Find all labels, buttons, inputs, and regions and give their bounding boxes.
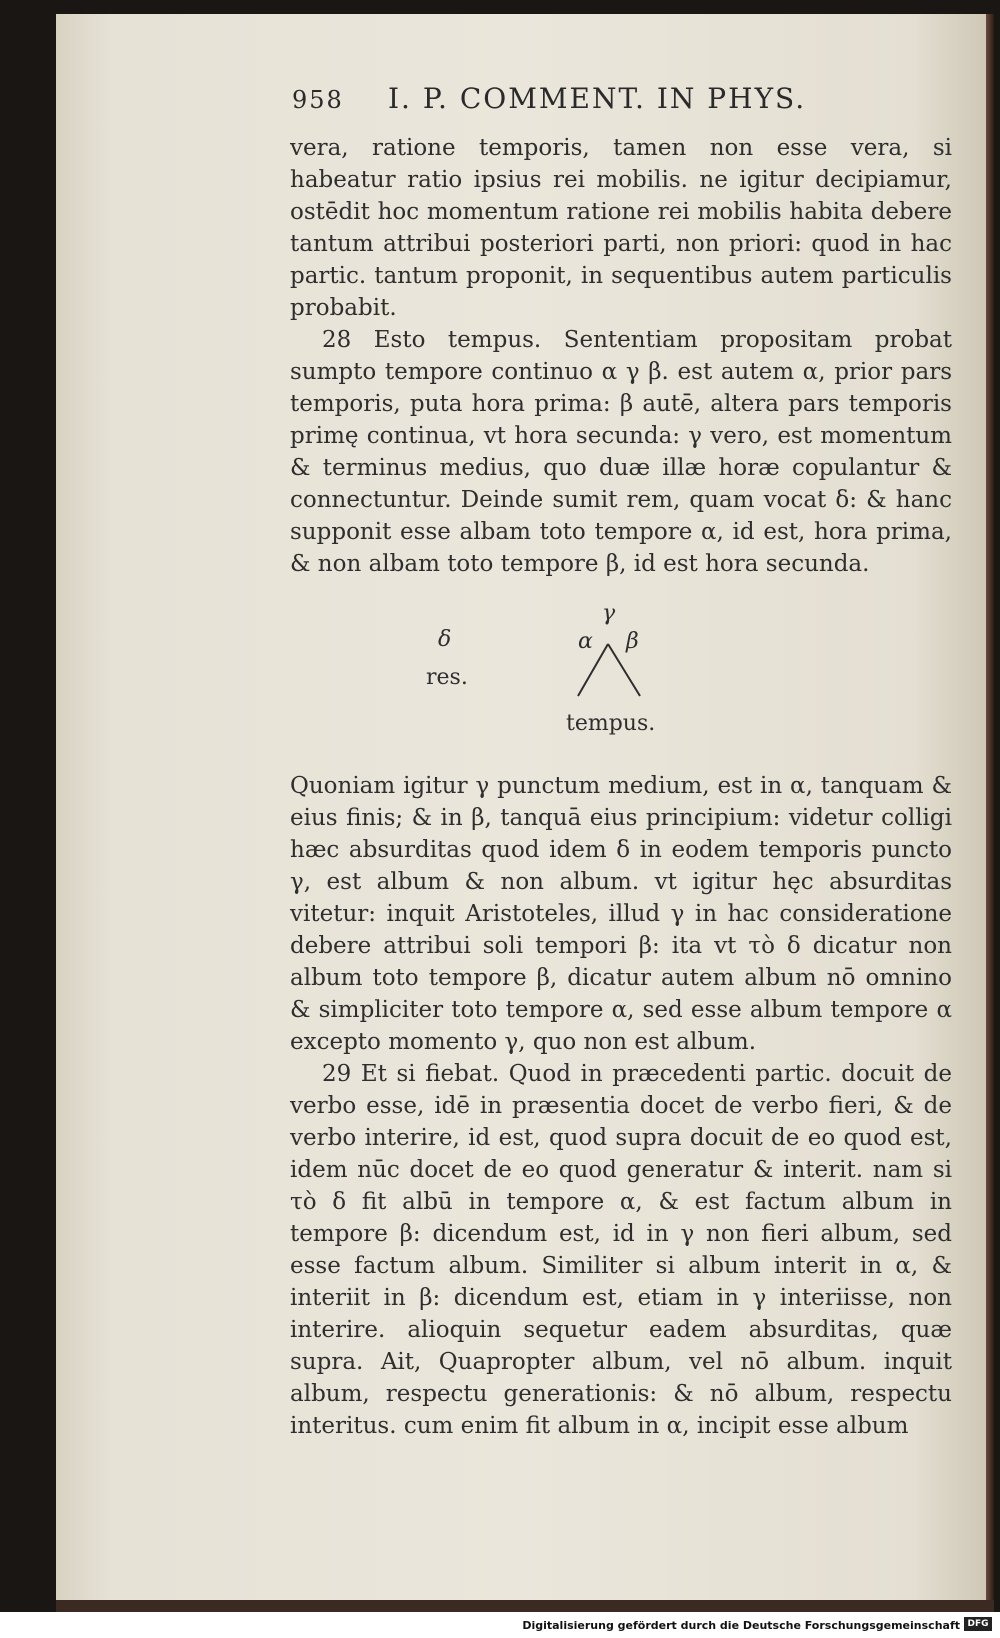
- footer-bar: [0, 1612, 1000, 1638]
- label-delta: δ: [438, 627, 452, 652]
- label-alpha: α: [578, 629, 593, 654]
- paragraph-quoniam: Quoniam igitur γ punctum medium, est in α, tanquam & eius finis; & in β, tanquā eius principium: videtur colligi hæc absurditas quod idem δ in eodem temporis puncto γ, est album & non album. vt igitur hęc absurditas vitetur: inquit Aristoteles, illud γ in hac consideratione debere attribui soli tempori β: ita vt τὸ δ dicatur non album toto tempore β, dicatur autem album nō omnino & simpliciter toto tempore α, sed esse album tempore α excepto momento γ, quo non est album.: [290, 773, 952, 1055]
- page-number: 958: [292, 86, 344, 114]
- label-tempus: tempus.: [566, 711, 656, 736]
- page-shadow: [56, 1600, 994, 1612]
- running-header: [292, 82, 992, 115]
- paragraph-28: 28 Esto tempus. Sententiam propositam probat sumpto tempore continuo α γ β. est autem α, prior pars temporis, puta hora prima: β autē, altera pars temporis primę continua, vt hora secunda: γ vero, est momentum & terminus medius, quo duæ illæ horæ copulantur & connectuntur. Deinde sumit rem, quam vocat δ: & hanc supponit esse albam toto tempore α, id est, hora prima, & non albam toto tempore β, id est hora secunda.: [290, 327, 952, 577]
- label-beta: β: [626, 629, 639, 654]
- paragraph-29: 29 Et si fiebat. Quod in præcedenti partic. docuit de verbo esse, idē in præsentia docet de verbo fieri, & de verbo interire, id est, quod supra docuit de eo quod est, idem nūc docet de eo quod generatur & interit. nam si τὸ δ fit albū in tempore α, & est factum album in tempore β: dicendum est, id in γ non fieri album, sed esse factum album. Similiter si album interit in α, & interiit in β: dicendum est, etiam in γ interiisse, non interire. alioquin sequetur eadem absurditas, quæ supra. Ait, Quapropter album, vel nō album. inquit album, respectu generationis: & nō album, respectu interitus. cum enim fit album in α, incipit esse album: [290, 1061, 952, 1439]
- running-title: I. P. COMMENT. IN PHYS.: [388, 82, 807, 115]
- main-text: [290, 132, 952, 1442]
- dfg-logo: DFG: [964, 1617, 992, 1631]
- angle-lines: [570, 636, 650, 700]
- paragraph-1: vera, ratione temporis, tamen non esse vera, si habeatur ratio ipsius rei mobilis. ne igitur decipiamur, ostēdit hoc momentum ratione rei mobilis habita debere tantum attribui posteriori parti, non priori: quod in hac partic. tantum proponit, in sequentibus autem particulis probabit.: [290, 135, 952, 321]
- time-diagram: [290, 580, 952, 770]
- label-gamma: γ: [602, 601, 616, 626]
- footer-credit: Digitalisierung gefördert durch die Deutsche Forschungsgemeinschaft: [522, 1619, 960, 1632]
- page-edge: [986, 14, 994, 1600]
- label-res: res.: [426, 665, 468, 690]
